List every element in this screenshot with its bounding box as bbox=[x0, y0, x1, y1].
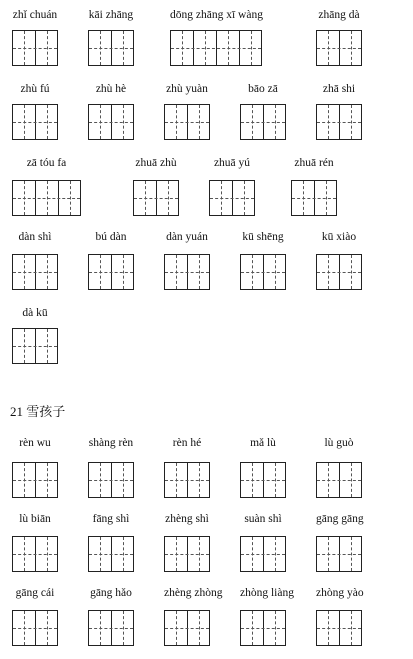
pinyin-label: gāng cái bbox=[15, 587, 55, 599]
writing-grid[interactable] bbox=[12, 610, 58, 646]
lesson-title: 21 雪孩子 bbox=[10, 404, 66, 419]
writing-grid[interactable] bbox=[88, 536, 134, 572]
writing-grid[interactable] bbox=[164, 610, 210, 646]
pinyin-label: bāo zā bbox=[248, 83, 278, 95]
writing-grid[interactable] bbox=[12, 462, 58, 498]
writing-grid[interactable] bbox=[133, 180, 179, 216]
pinyin-label: kū shēng bbox=[242, 231, 284, 243]
writing-grid[interactable] bbox=[12, 30, 58, 66]
writing-grid[interactable] bbox=[316, 462, 362, 498]
pinyin-label: lù guò bbox=[324, 437, 354, 449]
pinyin-label: zā tóu fa bbox=[26, 157, 67, 169]
pinyin-label: kāi zhāng bbox=[88, 9, 134, 21]
pinyin-label: bú dàn bbox=[95, 231, 127, 243]
writing-grid[interactable] bbox=[316, 536, 362, 572]
pinyin-label: mǎ lù bbox=[250, 437, 276, 449]
pinyin-label: kū xiào bbox=[321, 231, 357, 243]
writing-grid[interactable] bbox=[164, 104, 210, 140]
pinyin-label: gāng hǎo bbox=[90, 587, 132, 599]
writing-grid[interactable] bbox=[240, 254, 286, 290]
pinyin-label: dàn yuán bbox=[166, 231, 208, 243]
pinyin-label: zhèng zhòng bbox=[164, 587, 223, 599]
writing-grid[interactable] bbox=[88, 30, 134, 66]
writing-grid[interactable] bbox=[164, 462, 210, 498]
pinyin-label: rèn hé bbox=[172, 437, 202, 449]
pinyin-label: suàn shì bbox=[244, 513, 282, 525]
pinyin-label: gāng gāng bbox=[316, 513, 364, 525]
pinyin-label: shàng rèn bbox=[88, 437, 134, 449]
pinyin-label: zhù fú bbox=[20, 83, 50, 95]
pinyin-label: fāng shì bbox=[92, 513, 130, 525]
pinyin-label: dàn shì bbox=[18, 231, 52, 243]
pinyin-label: zhā shi bbox=[322, 83, 356, 95]
writing-grid[interactable] bbox=[170, 30, 262, 66]
writing-grid[interactable] bbox=[316, 104, 362, 140]
pinyin-label: zhāng dà bbox=[318, 9, 360, 21]
pinyin-label: zhòng yào bbox=[316, 587, 364, 599]
writing-grid[interactable] bbox=[12, 328, 58, 364]
writing-grid[interactable] bbox=[240, 462, 286, 498]
pinyin-label: zhǐ chuán bbox=[12, 9, 58, 21]
writing-grid[interactable] bbox=[88, 610, 134, 646]
pinyin-label: zhuā yú bbox=[213, 157, 251, 169]
pinyin-label: zhèng shì bbox=[165, 513, 209, 525]
writing-grid[interactable] bbox=[88, 462, 134, 498]
pinyin-label: zhù yuàn bbox=[166, 83, 208, 95]
writing-grid[interactable] bbox=[316, 30, 362, 66]
writing-grid[interactable] bbox=[240, 610, 286, 646]
writing-grid[interactable] bbox=[209, 180, 255, 216]
pinyin-label: zhuā zhù bbox=[135, 157, 177, 169]
pinyin-label: dōng zhāng xī wàng bbox=[170, 9, 263, 21]
writing-grid[interactable] bbox=[164, 536, 210, 572]
writing-grid[interactable] bbox=[291, 180, 337, 216]
pinyin-label: rèn wu bbox=[19, 437, 51, 449]
writing-grid[interactable] bbox=[12, 180, 81, 216]
pinyin-label: lù biān bbox=[19, 513, 51, 525]
writing-grid[interactable] bbox=[316, 610, 362, 646]
writing-grid[interactable] bbox=[12, 104, 58, 140]
writing-grid[interactable] bbox=[164, 254, 210, 290]
pinyin-label: dà kū bbox=[22, 307, 48, 319]
writing-grid[interactable] bbox=[12, 254, 58, 290]
writing-grid[interactable] bbox=[88, 254, 134, 290]
writing-grid[interactable] bbox=[316, 254, 362, 290]
writing-grid[interactable] bbox=[240, 536, 286, 572]
writing-grid[interactable] bbox=[12, 536, 58, 572]
writing-grid[interactable] bbox=[88, 104, 134, 140]
pinyin-label: zhòng liàng bbox=[240, 587, 294, 599]
pinyin-label: zhuā rén bbox=[294, 157, 334, 169]
writing-grid[interactable] bbox=[240, 104, 286, 140]
pinyin-label: zhù hè bbox=[95, 83, 127, 95]
